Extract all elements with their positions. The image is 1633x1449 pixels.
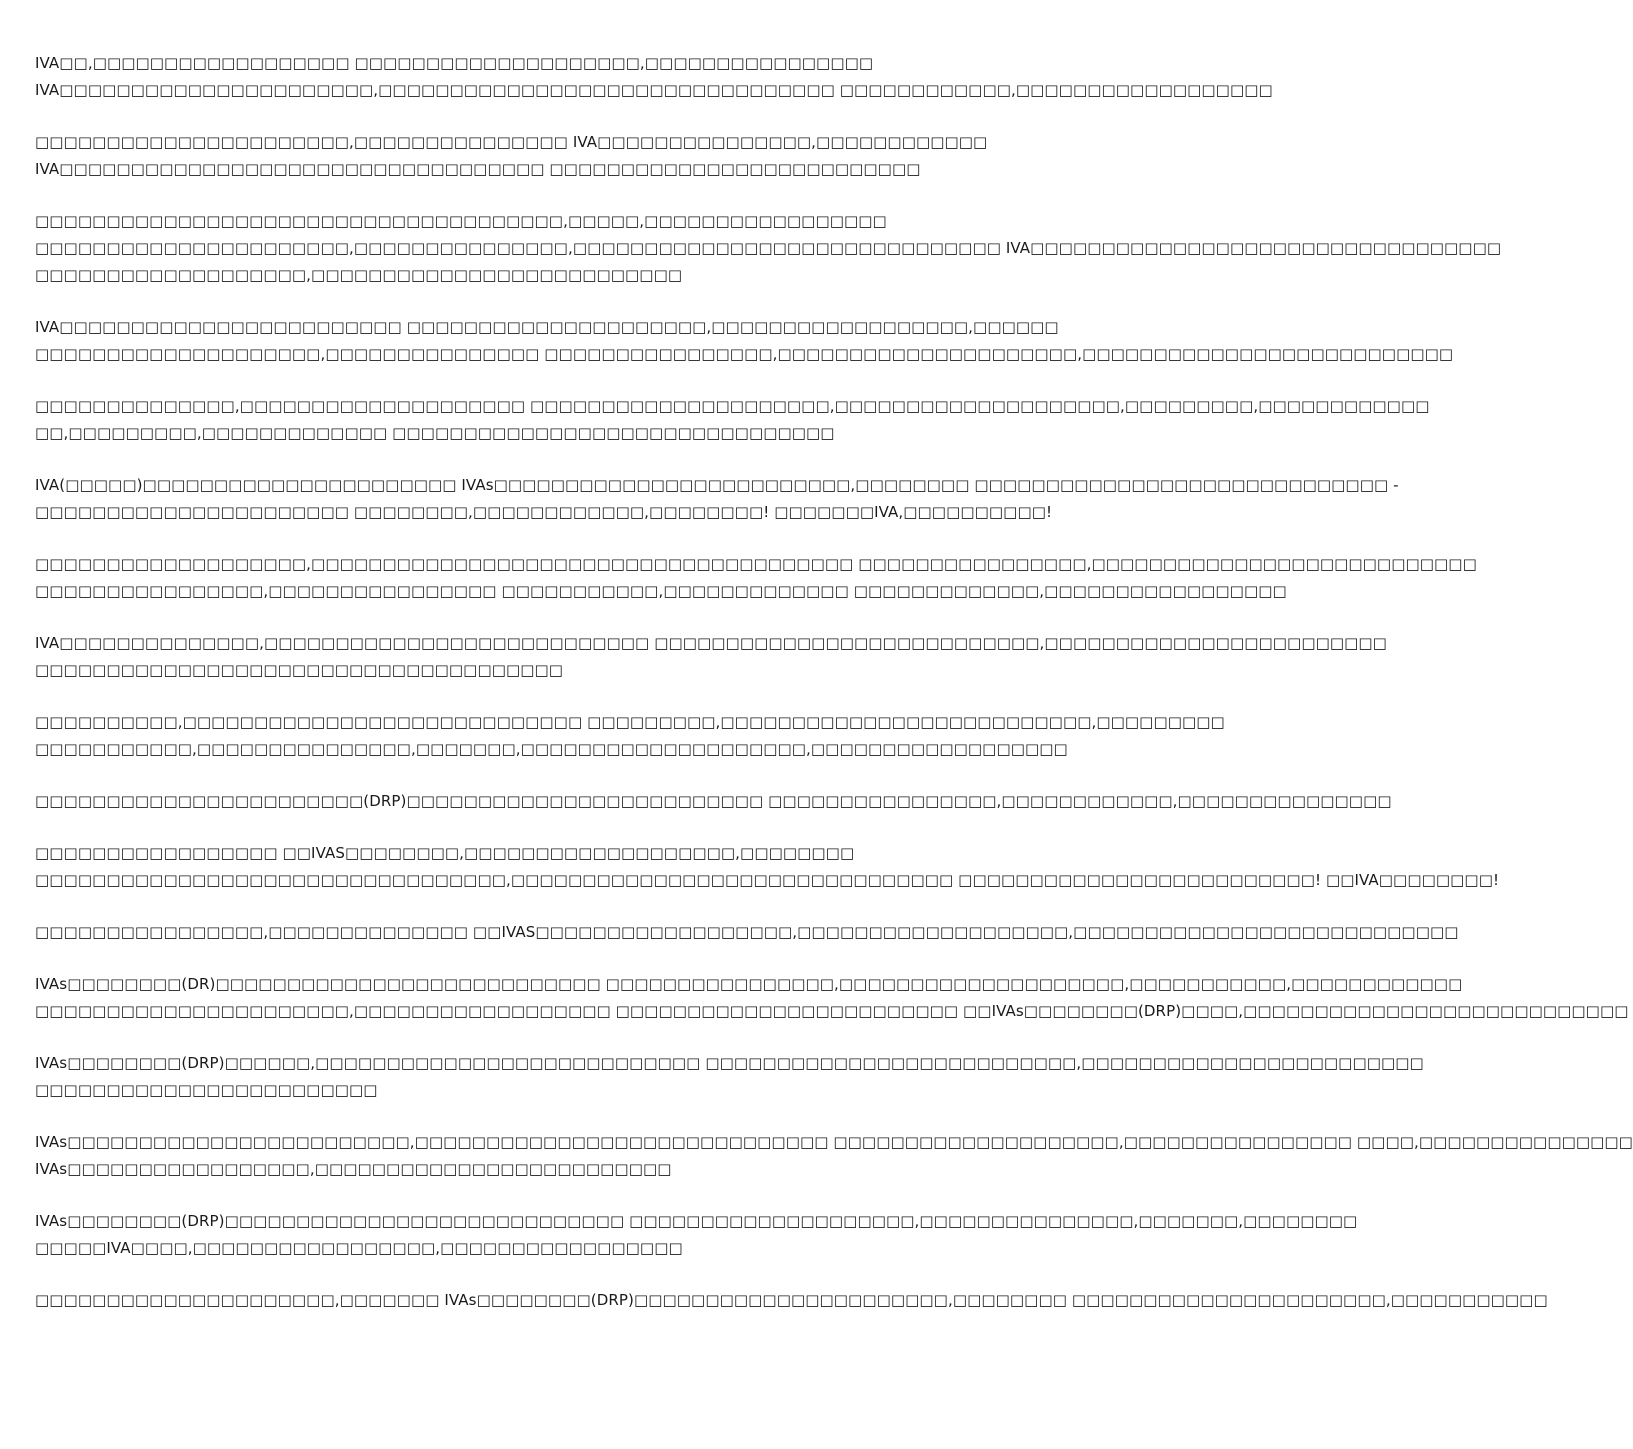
text-line: □□,□□□□□□□□□,□□□□□□□□□□□□□ □□□□□□□□□□□□□□□□□□□□□□□□□□□□□□□ <box>35 424 835 442</box>
text-line: IVAs□□□□□□□□(DR)□□□□□□□□□□□□□□□□□□□□□□□□□□□ □□□□□□□□□□□□□□□□,□□□□□□□□□□□□□□□□□□□□,□□□□□□□□□□□,□□□□□□□□□□□□ <box>35 975 1463 993</box>
paragraph-5 <box>35 393 1430 447</box>
text-line: □□□□□□□□□□□□□□□□□□□□□□,□□□□□□□□□□□□□□□ IVA□□□□□□□□□□□□□□□,□□□□□□□□□□□□ <box>35 133 988 151</box>
text-line: □□□□□□□□□□□□□□□□□□□,□□□□□□□□□□□□□□□□□□□□□□□□□□□□□□□□□□□□□□ □□□□□□□□□□□□□□□□,□□□□□□□□□□□□□□□□□□□□□□□□□□□ <box>35 555 1477 573</box>
document-body <box>35 50 1633 1339</box>
paragraph-4 <box>35 314 1454 368</box>
text-line: □□□□□IVA□□□□,□□□□□□□□□□□□□□□□□,□□□□□□□□□□□□□□□□□ <box>35 1239 683 1257</box>
text-line: □□□□□□□□□□,□□□□□□□□□□□□□□□□□□□□□□□□□□□□ □□□□□□□□□,□□□□□□□□□□□□□□□□□□□□□□□□□□,□□□□□□□□□ <box>35 713 1225 731</box>
text-line: □□□□□□□□□□□,□□□□□□□□□□□□□□□,□□□□□□□,□□□□□□□□□□□□□□□□□□□□,□□□□□□□□□□□□□□□□□□ <box>35 740 1068 758</box>
paragraph-16 <box>35 1208 1358 1262</box>
paragraph-10 <box>35 788 1392 815</box>
text-line: □□□□□□□□□□□□□□□□□□□□□□ □□□□□□□□,□□□□□□□□□□□□,□□□□□□□□! □□□□□□□IVA,□□□□□□□□□□! <box>35 503 1053 521</box>
text-line: □□□□□□□□□□□□□□□□□□□□□□,□□□□□□□□□□□□□□□,□□□□□□□□□□□□□□□□□□□□□□□□□□□□□□ IVA□□□□□□□□□□□□□□□□□□□□□□□□□□□□□□□□□ <box>35 239 1502 257</box>
text-line: □□□□□□□□□□□□□□□□,□□□□□□□□□□□□□□ □□IVAS□□□□□□□□□□□□□□□□□□,□□□□□□□□□□□□□□□□□□□,□□□□□□□□□□□□□□□□□□□□□□□□□□□ <box>35 923 1459 941</box>
paragraph-1 <box>35 50 1273 104</box>
text-line: □□□□□□□□□□□□□□□□□□□□□□□□ <box>35 1081 378 1099</box>
text-line: IVAs□□□□□□□□□□□□□□□□□,□□□□□□□□□□□□□□□□□□□□□□□□□ <box>35 1160 672 1178</box>
text-line: □□□□□□□□□□□□□□□□□□□□□□□□□□□□□□□□□□□□□,□□□□□,□□□□□□□□□□□□□□□□□ <box>35 212 887 230</box>
text-line: □□□□□□□□□□□□□□□□□□□□,□□□□□□□□□□□□□□□ □□□□□□□□□□□□□□□□,□□□□□□□□□□□□□□□□□□□□□,□□□□□□□□□□□□□□□□□□□□□□□□□□ <box>35 345 1454 363</box>
text-line: □□□□□□□□□□□□□□□□□□□□□□,□□□□□□□□□□□□□□□□□□ □□□□□□□□□□□□□□□□□□□□□□□□ □□IVAs□□□□□□□□(DRP)□□□□,□□□□□□□□□□□□□□□□□□□□□□□□□□□ <box>35 1002 1629 1020</box>
text-line: IVAs□□□□□□□□(DRP)□□□□□□□□□□□□□□□□□□□□□□□□□□□□ □□□□□□□□□□□□□□□□□□□□,□□□□□□□□□□□□□□□,□□□□□□□,□□□□□□□□ <box>35 1212 1358 1230</box>
text-line: IVA□□□□□□□□□□□□□□,□□□□□□□□□□□□□□□□□□□□□□□□□□□ □□□□□□□□□□□□□□□□□□□□□□□□□□□,□□□□□□□□□□□□□□□□□□□□□□□□ <box>35 634 1387 652</box>
text-line: IVA□□□□□□□□□□□□□□□□□□□□□□□□□□□□□□□□□□ □□□□□□□□□□□□□□□□□□□□□□□□□□ <box>35 160 921 178</box>
paragraph-2 <box>35 129 995 183</box>
text-line: □□□□□□□□□□□□□□□□,□□□□□□□□□□□□□□□□ □□□□□□□□□□□,□□□□□□□□□□□□□ □□□□□□□□□□□□□,□□□□□□□□□□□□□□□□□ <box>35 582 1287 600</box>
paragraph-14 <box>35 1050 1424 1104</box>
text-line: □□□□□□□□□□□□□□□□□□□□□,□□□□□□□ IVAs□□□□□□□□(DRP)□□□□□□□□□□□□□□□□□□□□□□,□□□□□□□□ □□□□□□□□□□□□□□□□□□□□□□,□□□□□□□□□□□ <box>35 1291 1548 1309</box>
paragraph-15 <box>35 1129 1633 1183</box>
paragraph-6 <box>35 472 1399 526</box>
text-line: □□□□□□□□□□□□□□□□□□□□□□□□□□□□□□□□□,□□□□□□□□□□□□□□□□□□□□□□□□□□□□□□□ □□□□□□□□□□□□□□□□□□□□□□□□□! □□IVA□□□□□□□□! <box>35 871 1500 889</box>
text-line: IVA□□□□□□□□□□□□□□□□□□□□□□□□ □□□□□□□□□□□□□□□□□□□□□,□□□□□□□□□□□□□□□□□□,□□□□□□ <box>35 318 1059 336</box>
text-line: IVA□□,□□□□□□□□□□□□□□□□□□ □□□□□□□□□□□□□□□□□□□□,□□□□□□□□□□□□□□□□ <box>35 54 874 72</box>
paragraph-12 <box>35 919 1459 946</box>
text-line: □□□□□□□□□□□□□□□□□□□,□□□□□□□□□□□□□□□□□□□□□□□□□□ <box>35 266 683 284</box>
paragraph-17 <box>35 1287 1548 1314</box>
text-line: IVA(□□□□□)□□□□□□□□□□□□□□□□□□□□□□ IVAs□□□□□□□□□□□□□□□□□□□□□□□□□,□□□□□□□□ □□□□□□□□□□□□□□□□□□□□□□□□□□□□□ - <box>35 476 1399 494</box>
paragraph-13 <box>35 971 1629 1025</box>
paragraph-3 <box>35 208 1502 289</box>
text-line: □□□□□□□□□□□□□□,□□□□□□□□□□□□□□□□□□□□ □□□□□□□□□□□□□□□□□□□□□,□□□□□□□□□□□□□□□□□□□□,□□□□□□□□□,□□□□□□□□□□□□ <box>35 397 1430 415</box>
text-line: □□□□□□□□□□□□□□□□□ □□IVAS□□□□□□□□,□□□□□□□□□□□□□□□□□□□,□□□□□□□□ <box>35 844 855 862</box>
text-line: IVA□□□□□□□□□□□□□□□□□□□□□□,□□□□□□□□□□□□□□□□□□□□□□□□□□□□□□□□ □□□□□□□□□□□□,□□□□□□□□□□□□□□□□□□ <box>35 81 1273 99</box>
text-line: □□□□□□□□□□□□□□□□□□□□□□□(DRP)□□□□□□□□□□□□□□□□□□□□□□□□□ □□□□□□□□□□□□□□□□,□□□□□□□□□□□□,□□□□□□□□□□□□□□□ <box>35 792 1392 810</box>
text-line: IVAs□□□□□□□□□□□□□□□□□□□□□□□□,□□□□□□□□□□□□□□□□□□□□□□□□□□□□□ □□□□□□□□□□□□□□□□□□□□,□□□□□□□□□□□□□□□□ □□□□,□□□□□□□□□□□□□□□ <box>35 1133 1633 1151</box>
text-line: □□□□□□□□□□□□□□□□□□□□□□□□□□□□□□□□□□□□□ <box>35 661 564 679</box>
paragraph-11 <box>35 840 1500 894</box>
paragraph-7 <box>35 551 1477 605</box>
paragraph-9 <box>35 709 1225 763</box>
text-line: IVAs□□□□□□□□(DRP)□□□□□□,□□□□□□□□□□□□□□□□□□□□□□□□□□□ □□□□□□□□□□□□□□□□□□□□□□□□□□,□□□□□□□□□□□□□□□□□□□□□□□□ <box>35 1054 1424 1072</box>
paragraph-8 <box>35 630 1387 684</box>
